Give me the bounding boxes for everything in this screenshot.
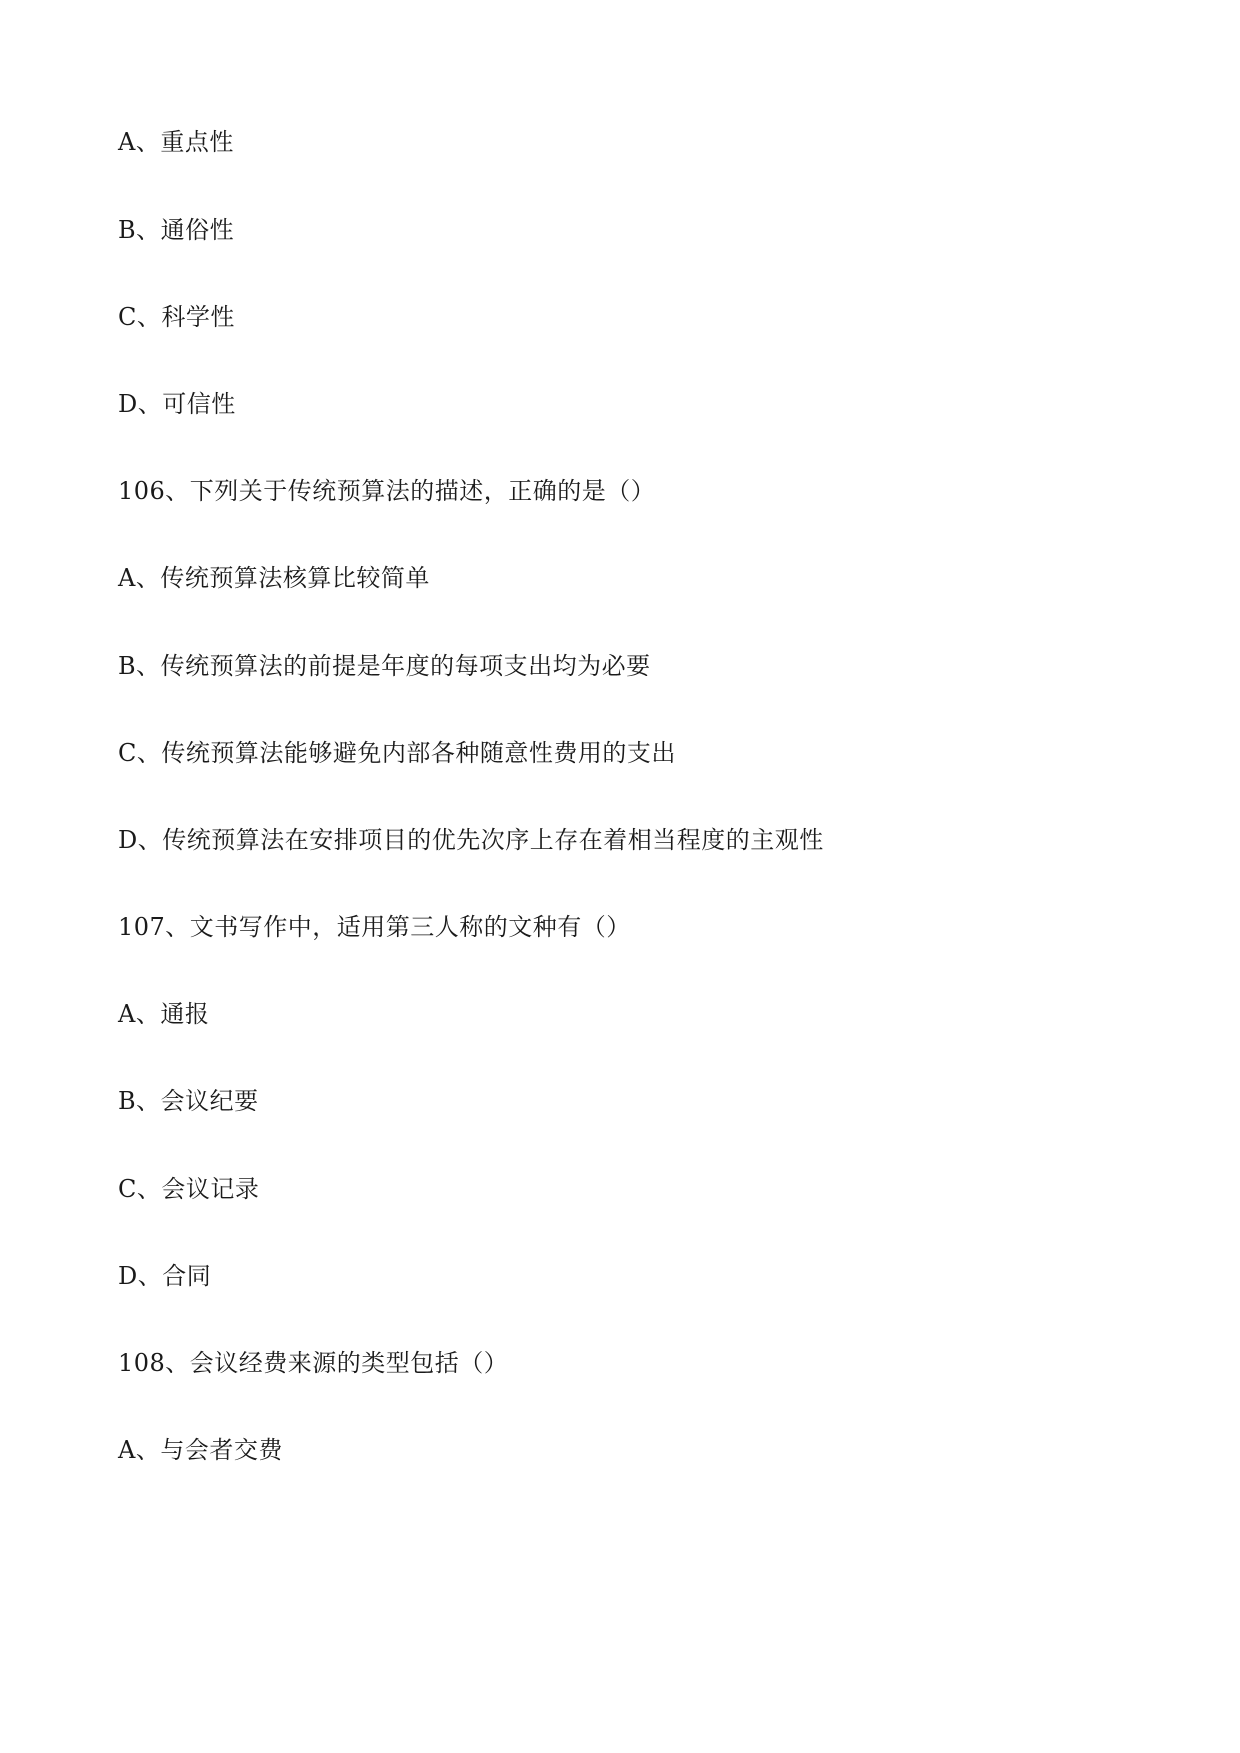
question-107-option-a: A、通报 xyxy=(118,1000,210,1028)
option-a-text: A、重点性 xyxy=(118,128,234,156)
option-d-text: D、可信性 xyxy=(118,390,236,418)
question-106-option-a: A、传统预算法核算比较简单 xyxy=(118,564,430,592)
question-107-option-b: B、会议纪要 xyxy=(118,1087,259,1115)
question-107-option-d: D、合同 xyxy=(118,1262,212,1290)
question-108-option-a: A、与会者交费 xyxy=(118,1436,283,1464)
question-106-option-b: B、传统预算法的前提是年度的每项支出均为必要 xyxy=(118,652,651,680)
option-c-text: C、科学性 xyxy=(118,303,235,331)
question-106: 106、下列关于传统预算法的描述，正确的是（） xyxy=(118,477,656,505)
question-107-option-c: C、会议记录 xyxy=(118,1175,260,1203)
question-106-option-d: D、传统预算法在安排项目的优先次序上存在着相当程度的主观性 xyxy=(118,826,824,854)
question-106-option-c: C、传统预算法能够避免内部各种随意性费用的支出 xyxy=(118,739,676,767)
question-107: 107、文书写作中，适用第三人称的文种有（） xyxy=(118,913,631,941)
question-108: 108、会议经费来源的类型包括（） xyxy=(118,1349,509,1377)
option-b-text: B、通俗性 xyxy=(118,216,235,244)
